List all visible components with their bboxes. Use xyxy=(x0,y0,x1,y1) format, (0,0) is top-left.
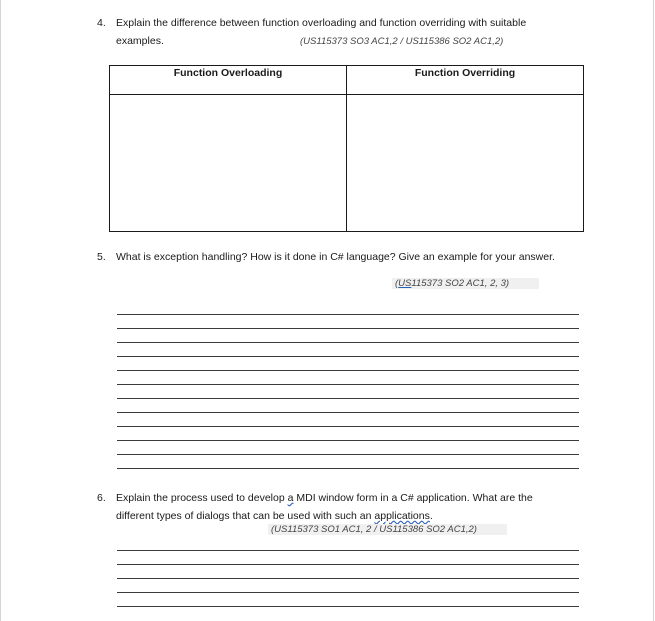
answer-line[interactable] xyxy=(117,328,579,329)
question-6-line1 xyxy=(116,489,576,507)
overloading-answer-cell[interactable] xyxy=(110,95,347,232)
answer-line[interactable] xyxy=(117,370,579,371)
question-4-line2: examples. xyxy=(116,35,164,47)
question-5-text: What is exception handling? How is it done in C# language? Give an example for your answer. xyxy=(116,251,555,263)
overriding-answer-cell[interactable] xyxy=(347,95,584,232)
answer-line[interactable] xyxy=(117,426,579,427)
question-5-number: 5. xyxy=(97,251,106,263)
page-border-left xyxy=(0,0,1,621)
question-6-text xyxy=(116,489,576,525)
answer-line[interactable] xyxy=(117,564,579,565)
question-4-reference: (US115373 SO3 AC1,2 / US115386 SO2 AC1,2) xyxy=(300,36,504,47)
question-6-line2-end: . xyxy=(429,510,433,522)
answer-line[interactable] xyxy=(117,356,579,357)
question-6-article: a xyxy=(287,492,294,504)
answer-line[interactable] xyxy=(117,398,579,399)
answer-line[interactable] xyxy=(117,468,579,469)
answer-lines-q6 xyxy=(117,550,579,607)
answer-line[interactable] xyxy=(117,314,579,315)
answer-line[interactable] xyxy=(117,592,579,593)
reference-open-paren: ( xyxy=(395,278,399,289)
reference-rest: 115373 SO2 AC1, 2, 3) xyxy=(411,278,510,289)
table-header-overloading: Function Overloading xyxy=(110,66,347,95)
question-6-line2-part1: different types of dialogs that can be used with such an xyxy=(116,510,375,522)
page-border-right xyxy=(653,0,654,621)
question-6-text-part1: Explain the process used to develop xyxy=(116,492,288,504)
question-6-text-part2: MDI window form in a C# application. What are the xyxy=(293,492,533,504)
answer-lines-q5 xyxy=(117,314,579,469)
question-6-reference xyxy=(268,523,507,536)
question-4-line1: Explain the difference between function overloading and function overriding with suitable xyxy=(116,17,527,29)
question-6-number: 6. xyxy=(97,492,106,504)
answer-line[interactable] xyxy=(117,550,579,551)
answer-line[interactable] xyxy=(117,342,579,343)
question-6-reference-text: (US115373 SO1 AC1, 2 / US115386 SO2 AC1,2) xyxy=(268,524,507,535)
answer-line[interactable] xyxy=(117,578,579,579)
question-4-number: 4. xyxy=(97,17,106,29)
table-header-overriding: Function Overriding xyxy=(347,66,584,95)
answer-line[interactable] xyxy=(117,412,579,413)
answer-line[interactable] xyxy=(117,606,579,607)
comparison-table xyxy=(109,65,584,232)
answer-line[interactable] xyxy=(117,454,579,455)
question-6-spelling-flag: applications xyxy=(374,510,430,522)
answer-line[interactable] xyxy=(117,384,579,385)
reference-code: US xyxy=(398,278,412,289)
question-5-reference xyxy=(392,277,539,290)
answer-line[interactable] xyxy=(117,440,579,441)
